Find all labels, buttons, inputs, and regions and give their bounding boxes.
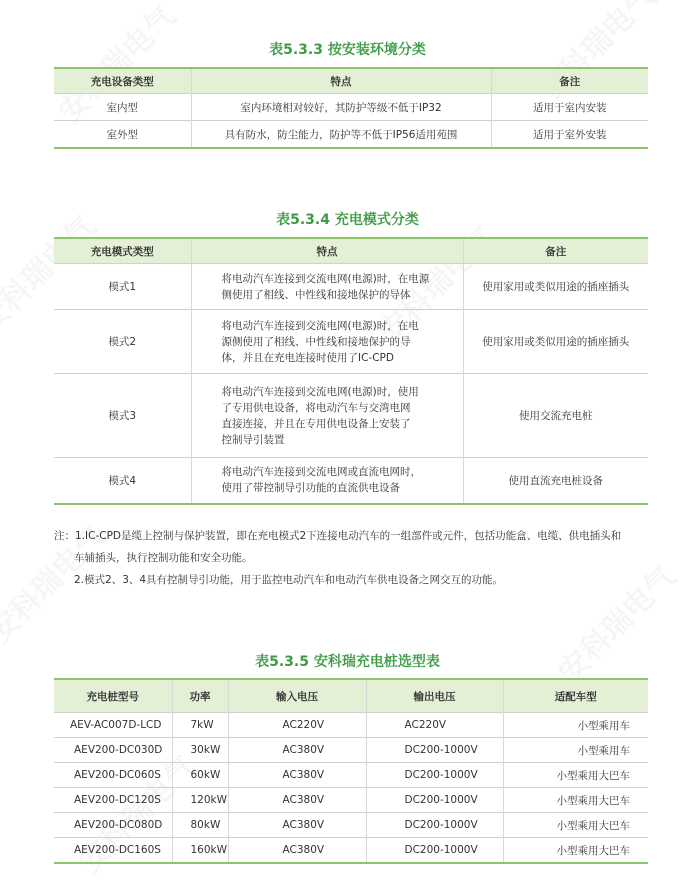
table-cell: 室内型	[54, 94, 191, 121]
table-cell: 具有防水，防尘能力，防护等不低于IP56适用苑围	[191, 121, 491, 149]
table-row	[54, 458, 648, 504]
table-cell: 使用家用或类似用途的插座插头	[463, 310, 648, 374]
table-cell: 160kW	[172, 838, 228, 864]
column-header: 充电设备类型	[54, 68, 191, 94]
table-header-row	[54, 68, 648, 94]
table-cell: 使用交流充电桩	[463, 374, 648, 458]
table-row	[54, 264, 648, 310]
table-cell: AEV200-DC120S	[54, 788, 172, 813]
table-cell: AC380V	[228, 788, 366, 813]
table-cell: AC380V	[228, 813, 366, 838]
table-534-title: 表5.3.4 充电模式分类	[276, 212, 419, 228]
table-cell: AEV200-DC160S	[54, 838, 172, 864]
table-cell: 小型乘用车	[503, 738, 648, 763]
feature-line: 控制导引装置	[221, 433, 285, 446]
table-cell: 30kW	[172, 738, 228, 763]
column-header: 输入电压	[228, 679, 366, 713]
column-header: 适配车型	[503, 679, 648, 713]
table-cell: DC200-1000V	[366, 738, 503, 763]
table-cell: 模式4	[54, 458, 191, 504]
table-cell: AC380V	[228, 738, 366, 763]
table-row	[54, 738, 648, 763]
table-row	[54, 94, 648, 121]
table-cell: 使用直流充电桩设备	[463, 458, 648, 504]
feature-line: 将电动汽车连接到交流电网(电源)时，在电源	[221, 272, 430, 285]
table-header-row	[54, 679, 648, 713]
feature-line: 侧使用了相线、中性线和接地保护的导体	[221, 288, 411, 301]
table-header-row	[54, 238, 648, 264]
table-cell: 小型乘用大巴车	[503, 788, 648, 813]
table-cell: 小型乘用大巴车	[503, 813, 648, 838]
charger-selection-table	[54, 678, 648, 864]
table-cell: AC220V	[228, 713, 366, 738]
install-environment-table	[54, 67, 648, 149]
table-cell	[191, 374, 463, 458]
note-line: 2.模式2、3、4具有控制导引功能，用于监控电动汽车和电动汽车供电设备之网交互的功能。	[74, 574, 504, 586]
table-cell: 适用于室外安装	[491, 121, 648, 149]
table-row	[54, 310, 648, 374]
feature-line: 直接连接，并且在专用供电设备上安装了	[221, 417, 411, 430]
column-header: 备注	[491, 68, 648, 94]
table-row	[54, 713, 648, 738]
table-cell: AEV200-DC030D	[54, 738, 172, 763]
feature-line: 将电动汽车连接到交流电网(电源)时，使用	[221, 385, 419, 398]
table-cell: 室外型	[54, 121, 191, 149]
table-row	[54, 121, 648, 149]
table-cell	[191, 264, 463, 310]
table-cell: AEV200-DC060S	[54, 763, 172, 788]
charging-mode-table	[54, 237, 648, 505]
table-cell: DC200-1000V	[366, 838, 503, 864]
table-cell	[191, 458, 463, 504]
feature-line: 将电动汽车连接到交流电网或直流电网时，	[221, 466, 421, 479]
table-notes	[54, 525, 654, 591]
note-line: 车辅插头，执行控制功能和安全功能。	[74, 552, 253, 564]
table-cell: AC380V	[228, 763, 366, 788]
table-cell: AEV200-DC080D	[54, 813, 172, 838]
table-533-title: 表5.3.3 按安装环境分类	[269, 42, 426, 58]
table-cell: 小型乘用大巴车	[503, 763, 648, 788]
column-header: 输出电压	[366, 679, 503, 713]
feature-line: 了专用供电设备，将电动汽车与交湾电网	[221, 401, 411, 414]
table-cell: 适用于室内安装	[491, 94, 648, 121]
table-row	[54, 813, 648, 838]
column-header: 特点	[191, 68, 491, 94]
table-cell	[191, 310, 463, 374]
column-header: 特点	[191, 238, 463, 264]
table-cell: DC200-1000V	[366, 763, 503, 788]
table-cell: AEV-AC007D-LCD	[54, 713, 172, 738]
column-header: 充电桩型号	[54, 679, 172, 713]
table-cell: 小型乘用大巴车	[503, 838, 648, 864]
table-cell: AC380V	[228, 838, 366, 864]
note-line: 注：1.IC-CPD是缆上控制与保护装置，即在充电模式2下连接电动汽车的一组部件或元件，包括功能盒、电缆、供电插头和	[54, 530, 622, 542]
table-cell: 使用家用或类似用途的插座插头	[463, 264, 648, 310]
table-row	[54, 838, 648, 864]
table-cell: 室内环境相对较好，其防护等级不低于IP32	[191, 94, 491, 121]
feature-line: 使用了带控制导引功能的直流供电设备	[221, 482, 400, 495]
table-535-title: 表5.3.5 安科瑞充电桩选型表	[255, 654, 440, 670]
feature-line: 源侧使用了相线、中性线和接地保护的导	[221, 335, 411, 348]
feature-line: 体，并且在充电连接时使用了IC-CPD	[221, 351, 394, 364]
table-cell: 60kW	[172, 763, 228, 788]
table-cell: 80kW	[172, 813, 228, 838]
table-cell: 120kW	[172, 788, 228, 813]
column-header: 充电模式类型	[54, 238, 191, 264]
table-row	[54, 788, 648, 813]
column-header: 备注	[463, 238, 648, 264]
table-cell: AC220V	[366, 713, 503, 738]
table-cell: DC200-1000V	[366, 788, 503, 813]
feature-line: 将电动汽车连接到交流电网(电源)时，在电	[221, 319, 419, 332]
table-row	[54, 763, 648, 788]
table-cell: 模式2	[54, 310, 191, 374]
table-cell: DC200-1000V	[366, 813, 503, 838]
table-cell: 小型乘用车	[503, 713, 648, 738]
table-cell: 模式1	[54, 264, 191, 310]
table-cell: 7kW	[172, 713, 228, 738]
table-row	[54, 374, 648, 458]
column-header: 功率	[172, 679, 228, 713]
table-cell: 模式3	[54, 374, 191, 458]
